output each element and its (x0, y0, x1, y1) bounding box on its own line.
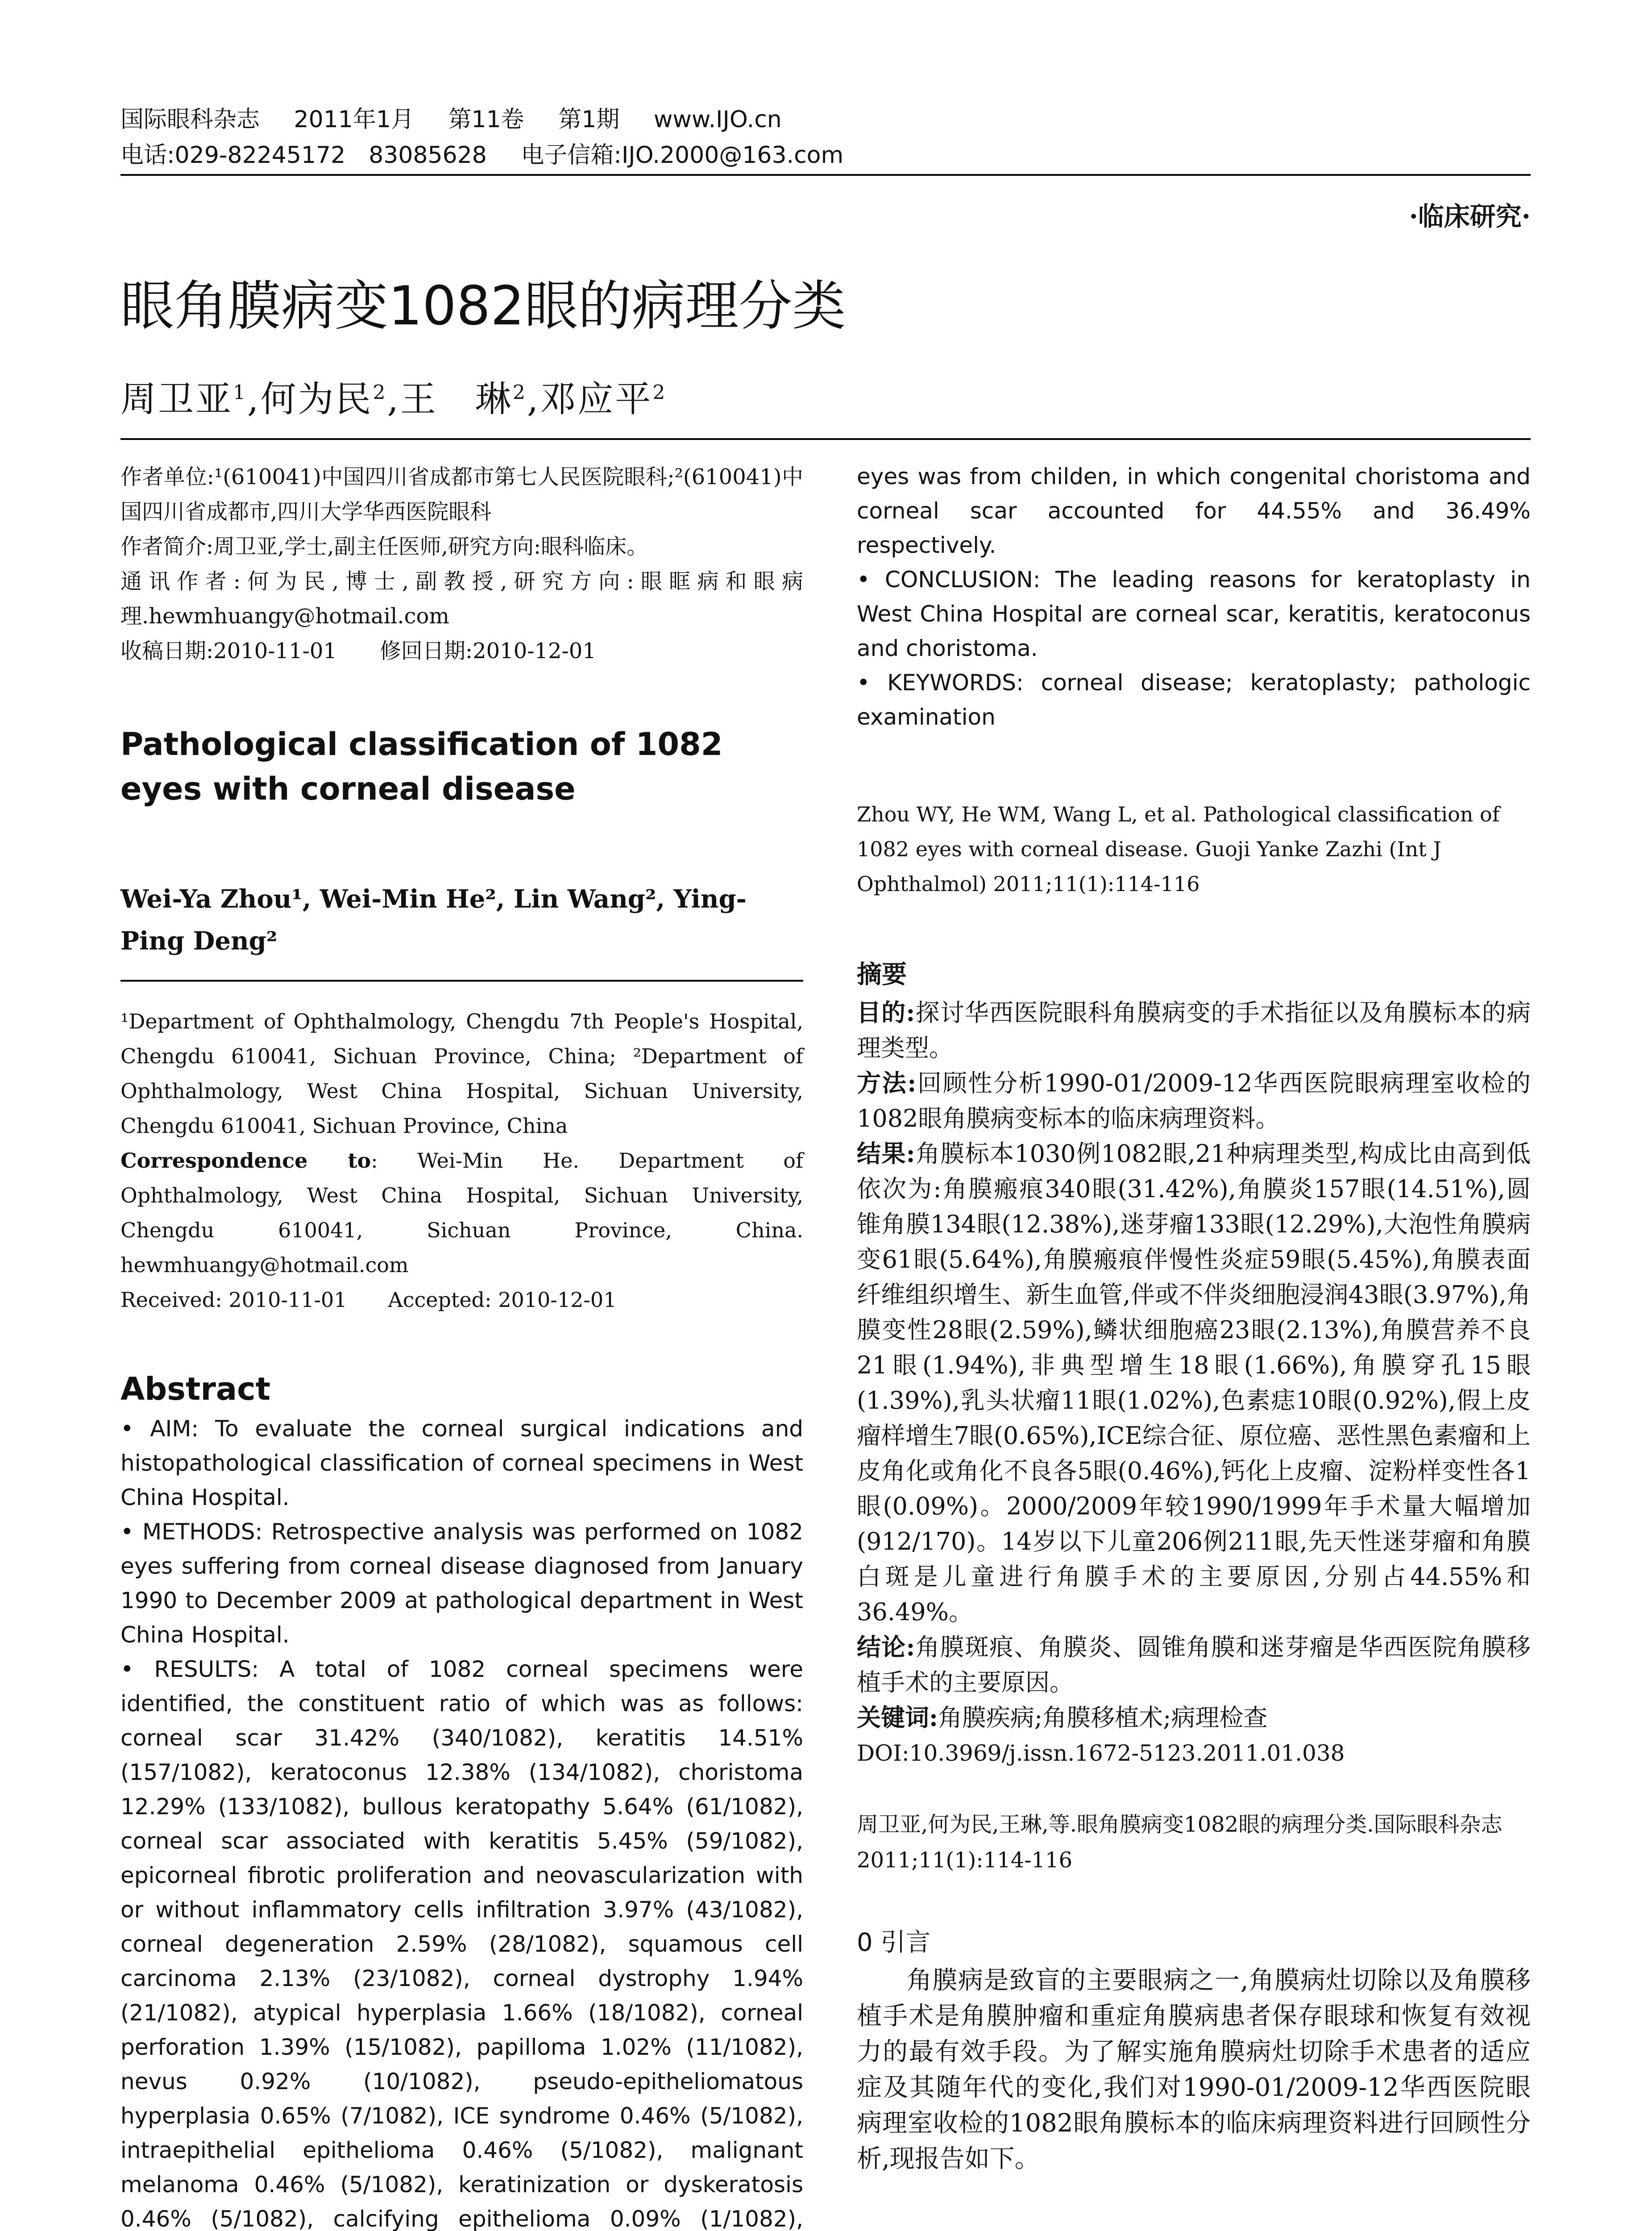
intro-heading: 0 引言 (857, 1928, 931, 1957)
abstract-en-keywords: • KEYWORDS: corneal disease; keratoplasty; pathologic examination (857, 670, 1531, 730)
abstract-cn-conclusion (857, 1630, 1531, 1700)
abstract-en-heading: Abstract (120, 1371, 271, 1407)
author-cn: 何为民 (260, 378, 373, 420)
abstract-cn-conclusion-label: 结论: (857, 1633, 915, 1661)
left-column (120, 460, 803, 2231)
affiliation-cn-bio: 作者简介:周卫亚,学士,副主任医师,研究方向:眼科临床。 (120, 534, 648, 559)
author-cn-affil: 2 (652, 381, 667, 404)
author-cn: 邓应平 (540, 378, 653, 420)
abstract-cn-conclusion-text: 角膜斑痕、角膜炎、圆锥角膜和迷芽瘤是华西医院角膜移植手术的主要原因。 (857, 1633, 1531, 1696)
article-title-cn: 眼角膜病变1082眼的病理分类 (120, 275, 846, 337)
correspondence-text: : Wei-Min He. Department of Ophthalmology, West China Hospital, Sichuan University, Chengdu 610041, Sichuan Province, China. hewmhuangy@hotmail.com (120, 1149, 804, 1277)
journal-header (120, 102, 1531, 173)
author-cn-affil: 1 (233, 381, 247, 404)
affiliation-en (120, 1004, 803, 1317)
article-title-en: Pathological classification of 1082 eyes with corneal disease (120, 726, 723, 807)
journal-name: 国际眼科杂志 (120, 106, 260, 133)
author-sep: , (247, 378, 261, 420)
authors-divider (120, 438, 1531, 440)
abstract-cn-aim-text: 探讨华西医院眼科角膜病变的手术指征以及角膜标本的病理类型。 (857, 999, 1531, 1062)
journal-header-line-1 (120, 102, 1531, 137)
correspondence-label: Correspondence to (120, 1149, 371, 1173)
author-cn-affil: 2 (373, 381, 387, 404)
journal-issue: 第1期 (558, 106, 620, 133)
affiliation-cn-corresponding: 通讯作者:何为民,博士,副教授,研究方向:眼眶病和眼病理.hewmhuangy@hotmail.com (120, 569, 803, 629)
right-column (857, 460, 1531, 2177)
journal-website[interactable]: www.IJO.cn (653, 106, 782, 133)
abstract-cn-aim (857, 995, 1531, 1066)
abstract-cn-results (857, 1136, 1531, 1630)
journal-phone: 电话:029-82245172 83085628 (120, 142, 487, 169)
intro-paragraph: 角膜病是致盲的主要眼病之一,角膜病灶切除以及角膜移植手术是角膜肿瘤和重症角膜病患者保存眼球和恢复有效视力的最有效手段。为了解实施角膜病灶切除手术患者的适应症及其随年代的变化,我们对1990-01/2009-12华西医院眼病理室收检的1082眼角膜标本的临床病理资料进行回顾性分析,现报告如下。 (857, 1966, 1531, 2173)
abstract-en-methods: • METHODS: Retrospective analysis was performed on 1082 eyes suffering from corneal disease diagnosed from January 1990 to December 2009 at pathological department in West China Hospital. (120, 1519, 803, 1648)
author-sep: , (387, 378, 400, 420)
affiliation-en-correspondence (120, 1143, 803, 1282)
abstract-cn-keywords (857, 1700, 1531, 1735)
abstract-cn-keywords-text: 角膜疾病;角膜移植术;病理检查 (938, 1704, 1268, 1732)
abstract-cn-methods (857, 1066, 1531, 1136)
abstract-en-aim: • AIM: To evaluate the corneal surgical indications and histopathological classification of corneal specimens in West China Hospital. (120, 1416, 803, 1510)
abstract-cn-methods-text: 回顾性分析1990-01/2009-12华西医院眼病理室收检的1082眼角膜病变标本的临床病理资料。 (857, 1069, 1531, 1132)
authors-en: Wei-Ya Zhou¹, Wei-Min He², Lin Wang², Ying-Ping Deng² (120, 884, 747, 956)
author-cn: 王 琳 (400, 378, 513, 420)
author-cn: 周卫亚 (120, 378, 233, 420)
journal-header-line-2 (120, 137, 1531, 173)
abstract-cn-keywords-label: 关键词: (857, 1703, 938, 1732)
author-sep: , (527, 378, 540, 420)
header-divider (120, 174, 1531, 176)
abstract-cn-results-label: 结果: (857, 1139, 915, 1168)
journal-volume: 第11卷 (448, 106, 524, 133)
affiliation-cn-units: 作者单位:¹(610041)中国四川省成都市第七人民医院眼科;²(610041)中国四川省成都市,四川大学华西医院眼科 (120, 464, 803, 524)
affiliation-divider (120, 980, 803, 982)
abstract-en-results: • RESULTS: A total of 1082 corneal specimens were identified, the constituent ratio of which was as follows: corneal scar 31.42% (340/1082), keratitis 14.51% (157/1082), keratoconus 12.38% (134/1082), choristoma 12.29% (133/1082), bullous keratopathy 5.64% (61/1082), corneal scar associated with keratitis 5.45% (59/1082), epicorneal fibrotic proliferation and neovascularization with or without inflammatory cells infiltration 3.97% (43/1082), corneal degeneration 2.59% (28/1082), squamous cell carcinoma 2.13% (23/1082), corneal dystrophy 1.94% (21/1082), atypical hyperplasia 1.66% (18/1082), corneal perforation 1.39% (15/1082), papilloma 1.02% (11/1082), nevus 0.92% (10/1082), pseudo-epitheliomatous hyperplasia 0.65% (7/1082), ICE syndrome 0.46% (5/1082), intraepithelial epithelioma 0.46% (5/1082), malignant melanoma 0.46% (5/1082), keratinization or dyskeratosis 0.46% (5/1082), calcifying epithelioma 0.09% (1/1082), (120, 1656, 803, 2231)
abstract-en-conclusion: • CONCLUSION: The leading reasons for keratoplasty in West China Hospital are corneal scar, keratitis, keratoconus and choristoma. (857, 567, 1531, 661)
citation-en: Zhou WY, He WM, Wang L, et al. Pathological classification of 1082 eyes with corneal disease. Guoji Yanke Zazhi (Int J Ophthalmol) 2011;11(1):114-116 (857, 802, 1500, 896)
journal-date: 2011年1月 (294, 106, 414, 133)
affiliation-en-dates: Received: 2010-11-01 Accepted: 2010-12-01 (120, 1288, 617, 1312)
abstract-cn-heading: 摘要 (857, 960, 907, 989)
section-tag: ·临床研究· (1409, 201, 1531, 232)
journal-email[interactable]: 电子信箱:IJO.2000@163.com (521, 142, 844, 169)
authors-cn (120, 370, 667, 422)
author-cn-affil: 2 (512, 381, 527, 404)
abstract-cn-aim-label: 目的: (857, 998, 915, 1027)
abstract-en-results-continued: eyes was from childen, in which congenital choristoma and corneal scar accounted for 44.55% and 36.49% respectively. (857, 464, 1531, 558)
doi[interactable]: DOI:10.3969/j.issn.1672-5123.2011.01.038 (857, 1740, 1345, 1766)
abstract-cn-methods-label: 方法: (857, 1069, 917, 1097)
abstract-cn-results-text: 角膜标本1030例1082眼,21种病理类型,构成比由高到低依次为:角膜瘢痕340眼(31.42%),角膜炎157眼(14.51%),圆锥角膜134眼(12.38%),迷芽瘤133眼(12.29%),大泡性角膜病变61眼(5.64%),角膜瘢痕伴慢性炎症59眼(5.45%),角膜表面纤维组织增生、新生血管,伴或不伴炎细胞浸润43眼(3.97%),角膜变性28眼(2.59%),鳞状细胞癌23眼(2.13%),角膜营养不良21眼(1.94%),非典型增生18眼(1.66%),角膜穿孔15眼(1.39%),乳头状瘤11眼(1.02%),色素痣10眼(0.92%),假上皮瘤样增生7眼(0.65%),ICE综合征、原位癌、恶性黑色素瘤和上皮角化或角化不良各5眼(0.46%),钙化上皮瘤、淀粉样变性各1眼(0.09%)。2000/2009年较1990/1999年手术量大幅增加(912/170)。14岁以下儿童206例211眼,先天性迷芽瘤和角膜白斑是儿童进行角膜手术的主要原因,分别占44.55%和36.49%。 (857, 1140, 1531, 1626)
affiliation-en-dept: ¹Department of Ophthalmology, Chengdu 7th People's Hospital, Chengdu 610041, Sichuan Province, China; ²Department of Ophthalmology, West China Hospital, Sichuan University, Chengdu 610041, Sichuan Province, China (120, 1009, 803, 1138)
affiliation-cn-dates: 收稿日期:2010-11-01 修回日期:2010-12-01 (120, 639, 596, 663)
citation-cn: 周卫亚,何为民,王琳,等.眼角膜病变1082眼的病理分类.国际眼科杂志2011;11(1):114-116 (857, 1812, 1503, 1873)
affiliation-cn (120, 460, 803, 668)
